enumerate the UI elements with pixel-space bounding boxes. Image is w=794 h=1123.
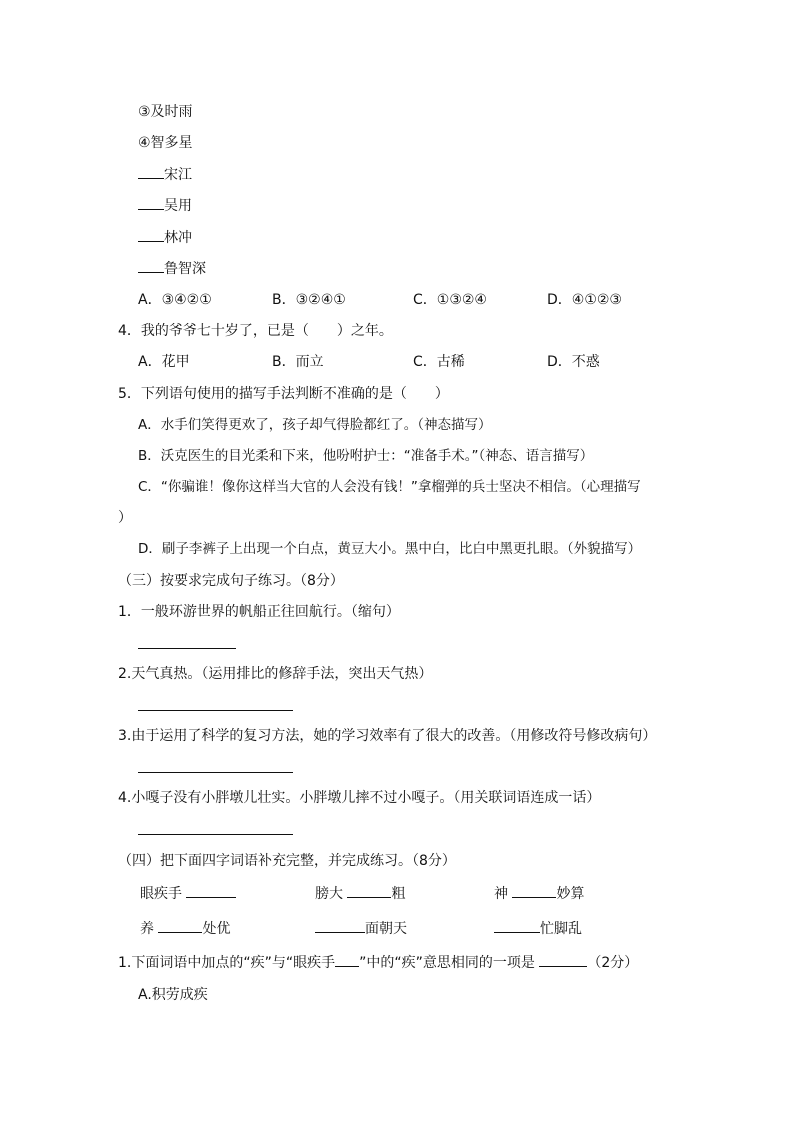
idiom-bangda: 膀大 粗 xyxy=(315,886,406,902)
section4-q1: 1.下面词语中加点的“疾”与“眼疾手 ”中的“疾”意思相同的一项是 （2分） xyxy=(118,955,639,971)
idiom-blank[interactable] xyxy=(315,920,365,933)
idiom-mianchaotian: 面朝天 xyxy=(315,920,407,938)
answer-line[interactable] xyxy=(138,772,293,773)
answer-blank[interactable] xyxy=(138,197,164,210)
section4-q1-option-a[interactable]: A.积劳成疾 xyxy=(138,987,208,1003)
answer-line[interactable] xyxy=(138,834,293,835)
q5-option-d[interactable]: D．刷子李裤子上出现一个白点，黄豆大小。黑中白，比白中黑更扎眼。（外貌描写） xyxy=(138,541,642,557)
q4-option-d[interactable]: D．不惑 xyxy=(547,354,600,370)
matching-option-a[interactable]: A．③④②① xyxy=(138,292,212,308)
section3-title: （三）按要求完成句子练习。（8分） xyxy=(118,573,344,589)
section3-q3: 3.由于运用了科学的复习方法，她的学习效率有了很大的改善。（用修改符号修改病句） xyxy=(118,728,657,744)
idiom-blank[interactable] xyxy=(512,885,556,898)
section4-title: （四）把下面四字词语补充完整，并完成练习。（8分） xyxy=(118,853,456,869)
idiom-yanjishou: 眼疾手 xyxy=(140,885,236,903)
q5-option-c-wrap: ） xyxy=(118,510,132,526)
matching-item-4: ④智多星 xyxy=(138,135,193,151)
q5-option-b[interactable]: B．沃克医生的目光柔和下来，他吩咐护士：“准备手术。”（神态、语言描写） xyxy=(138,448,594,464)
idiom-blank[interactable] xyxy=(494,920,540,933)
idiom-blank[interactable] xyxy=(158,920,202,933)
answer-blank[interactable] xyxy=(138,229,164,242)
name-label: 林冲 xyxy=(164,230,192,246)
idiom-blank[interactable] xyxy=(186,885,236,898)
name-label: 鲁智深 xyxy=(164,261,206,277)
q5-stem: 5．下列语句使用的描写手法判断不准确的是（ ） xyxy=(118,386,449,402)
name-label: 吴用 xyxy=(164,198,192,214)
idiom-blank[interactable] xyxy=(347,885,391,898)
q4-option-c[interactable]: C．古稀 xyxy=(413,354,465,370)
matching-line-wuyong xyxy=(138,197,192,215)
matching-line-linchong xyxy=(138,229,192,247)
inline-blank[interactable] xyxy=(335,954,359,967)
name-label: 宋江 xyxy=(164,167,192,183)
matching-line-luzhishen xyxy=(138,260,206,278)
answer-blank[interactable] xyxy=(539,954,587,967)
answer-blank[interactable] xyxy=(138,166,164,179)
idiom-yang: 养 处优 xyxy=(140,921,231,937)
matching-option-c[interactable]: C．①③②④ xyxy=(413,292,487,308)
q4-option-a[interactable]: A．花甲 xyxy=(138,354,190,370)
answer-blank[interactable] xyxy=(138,260,164,273)
answer-line[interactable] xyxy=(138,648,236,649)
q5-option-a[interactable]: A．水手们笑得更欢了，孩子却气得脸都红了。（神态描写） xyxy=(138,417,492,433)
matching-option-d[interactable]: D．④①②③ xyxy=(547,292,622,308)
q4-stem: 4．我的爷爷七十岁了，已是（ ）之年。 xyxy=(118,323,393,339)
answer-line[interactable] xyxy=(138,710,293,711)
matching-line-songjiang xyxy=(138,166,192,184)
idiom-shen: 神 妙算 xyxy=(494,886,585,902)
q4-option-b[interactable]: B．而立 xyxy=(272,354,324,370)
section3-q1: 1．一般环游世界的帆船正往回航行。（缩句） xyxy=(118,604,400,620)
idiom-mangjiaoluan: 忙脚乱 xyxy=(494,920,582,938)
matching-item-3: ③及时雨 xyxy=(138,104,193,120)
section3-q4: 4.小嘎子没有小胖墩儿壮实。小胖墩儿摔不过小嘎子。（用关联词语连成一话） xyxy=(118,790,601,806)
matching-option-b[interactable]: B．③②④① xyxy=(272,292,346,308)
section3-q2: 2.天气真热。（运用排比的修辞手法，突出天气热） xyxy=(118,666,433,682)
q5-option-c[interactable]: C．“你骗谁！像你这样当大官的人会没有钱！”拿榴弹的兵士坚决不相信。（心理描写 xyxy=(138,479,641,495)
